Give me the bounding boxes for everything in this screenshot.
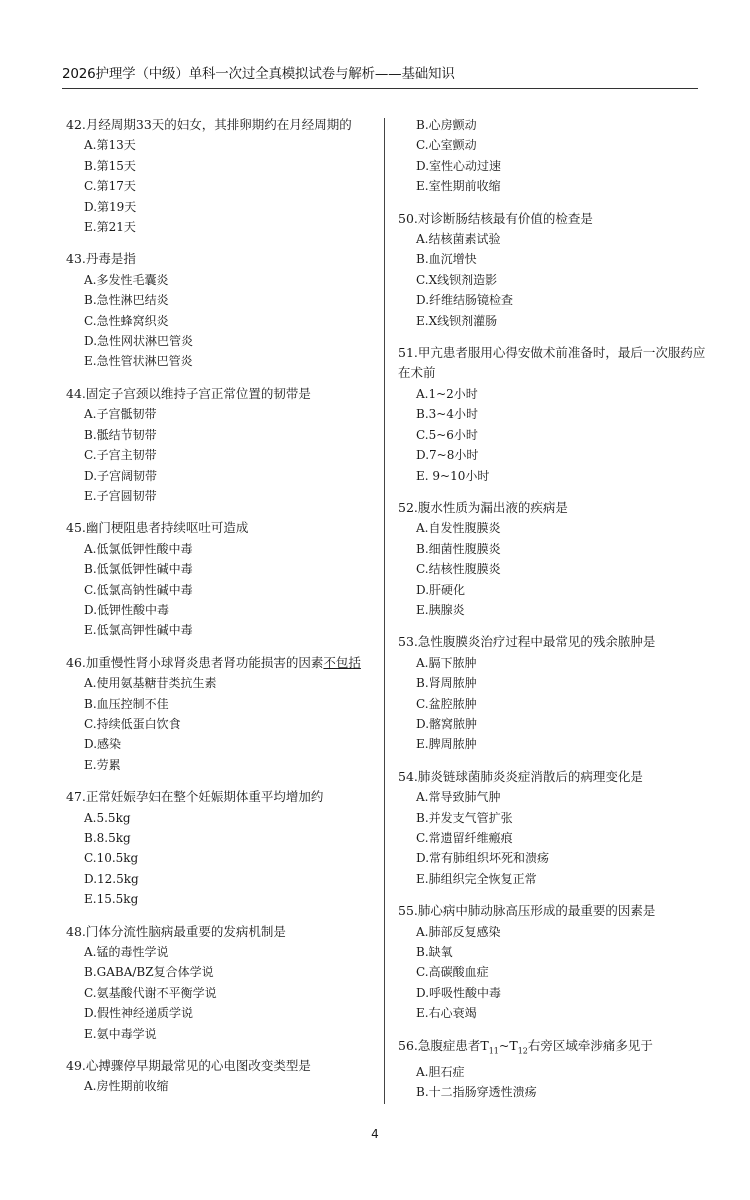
question-gap [398,486,708,498]
question-54 [398,767,708,889]
option: B.急性淋巴结炎 [84,293,169,308]
option: B.血沉增快 [416,252,477,267]
option: A.胆石症 [416,1064,465,1079]
option: B.心房颤动 [416,118,477,132]
question-stem [66,115,378,135]
option: E.劳累 [84,757,121,772]
option: D.呼吸性酸中毒 [416,985,502,1000]
question-47 [66,787,378,909]
question-56 [398,1036,708,1103]
question-48 [66,922,378,1044]
option: D.髂窝脓肿 [416,716,478,731]
option: C.常遗留纤维瘢痕 [416,831,513,845]
question-stem [398,632,708,652]
option: E.胰腺炎 [416,602,465,617]
question-44 [66,384,378,506]
question-gap [398,889,708,901]
option: E.15.5kg [84,892,139,907]
option: D.室性心动过速 [416,158,502,173]
question-stem-text: 53.急性腹膜炎治疗过程中最常见的残余脓肿是 [398,634,656,650]
option: A.第13天 [84,138,136,153]
option: D.7~8小时 [416,448,479,463]
option: C.X线钡剂造影 [416,272,498,287]
option: E.脾周脓肿 [416,737,477,752]
option: A.结核菌素试验 [416,232,501,247]
question-stem-text: 46.加重慢性肾小球肾炎患者肾功能损害的因素 [66,654,324,670]
option: E.急性管状淋巴管炎 [84,354,193,369]
question-gap [398,620,708,632]
option: E.X线钡剂灌肠 [416,313,498,328]
question-55 [398,901,708,1023]
question-gap [398,331,708,343]
option: C.低氯高钠性碱中毒 [84,582,193,597]
page-header-title: 2026护理学（中级）单科一次过全真模拟试卷与解析——基础知识 [62,66,455,82]
option: D.纤维结肠镜检查 [416,293,514,308]
question-stem-text: 45.幽门梗阻患者持续呕吐可造成 [66,520,249,536]
option: E.子宫圆韧带 [84,488,157,503]
option: B.肾周脓肿 [416,676,477,691]
question-stem [66,653,378,673]
question-stem: 56.急腹症患者$T_{11}\sim T_{12}$右旁区域牵涉痛多见于 [398,1037,653,1056]
question-gap [66,775,378,787]
option: C.盆腔脓肿 [416,696,477,711]
question-stem-text: 43.丹毒是指 [66,251,136,267]
option: B.GABA/BZ复合体学说 [84,965,214,980]
question-stem [66,922,378,942]
option: D.12.5kg [84,871,139,886]
question-stem-text: 42.月经周期33天的妇女，其排卵期约在月经周期的 [66,117,352,132]
question-stem-text: 47.正常妊娠孕妇在整个妊娠期体重平均增加约 [66,789,324,805]
option: A.1~2小时 [416,386,478,401]
option: A.5.5kg [84,810,131,825]
question-52 [398,498,708,620]
question-stem [66,249,378,269]
option: A.膈下脓肿 [416,655,477,670]
question-51 [398,343,708,486]
right-column [398,115,708,1102]
option: A.常导致肺气肿 [416,790,501,805]
option: D.假性神经递质学说 [84,1006,194,1021]
option: C.心室颤动 [416,138,477,153]
question-46 [66,653,378,775]
continued-options [398,115,708,197]
question-gap [66,641,378,653]
option: A.使用氨基糖苷类抗生素 [84,676,217,691]
question-45 [66,518,378,640]
question-stem [66,518,378,538]
option: B.血压控制不佳 [84,696,169,711]
option: B.3~4小时 [416,407,478,422]
option: B.并发支气管扩张 [416,810,513,825]
option: B.低氯低钾性碱中毒 [84,562,193,577]
left-column [66,115,378,1109]
question-stem-text: 51.甲亢患者服用心得安做术前准备时，最后一次服药应 [398,345,706,361]
option: D.第19天 [84,199,137,214]
question-gap [66,372,378,384]
option: D.感染 [84,737,122,752]
option: D.急性网状淋巴管炎 [84,334,194,349]
option: B.第15天 [84,158,136,173]
question-stem-text: 50.对诊断肠结核最有价值的检查是 [398,210,593,226]
question-gap [398,755,708,767]
question-stem-text: 44.固定子宫颈以维持子宫正常位置的韧带是 [66,385,311,401]
question-stem-text: 52.腹水性质为漏出液的疾病是 [398,499,568,515]
question-49 [66,1056,378,1097]
question-42 [66,115,378,237]
question-stem [398,498,708,518]
option: C.结核性腹膜炎 [416,562,501,577]
question-stem-text: 55.肺心病中肺动脉高压形成的最重要的因素是 [398,903,656,919]
option: E.第21天 [84,220,136,235]
question-stem [398,901,708,921]
question-gap [398,1024,708,1036]
option: D.常有肺组织坏死和溃疡 [416,851,550,866]
option: E. 9~10小时 [416,468,490,483]
question-gap [66,1044,378,1056]
option: E.室性期前收缩 [416,179,501,194]
question-gap [66,1097,378,1109]
option: C.持续低蛋白饮食 [84,716,181,731]
header-rule [62,88,698,89]
option: C.子宫主韧带 [84,448,157,463]
question-stem-text: 54.肺炎链球菌肺炎炎症消散后的病理变化是 [398,768,643,784]
option: A.自发性腹膜炎 [416,521,501,536]
question-stem [66,1056,378,1076]
option: C.高碳酸血症 [416,965,489,980]
page-number: 4 [371,1127,379,1141]
option: D.肝硬化 [416,582,466,597]
option: C.10.5kg [84,851,139,866]
option: D.低钾性酸中毒 [84,602,170,617]
option: E.肺组织完全恢复正常 [416,871,537,886]
question-53 [398,632,708,754]
question-stem [66,384,378,404]
question-gap [66,910,378,922]
question-stem-text: 48.门体分流性脑病最重要的发病机制是 [66,923,286,939]
option: B.细菌性腹膜炎 [416,541,501,556]
option: A.锰的毒性学说 [84,945,169,960]
option: D.子宫阔韧带 [84,468,158,483]
question-stem [398,343,708,363]
question-stem [66,787,378,807]
option: C.5~6小时 [416,427,478,442]
right-questions [398,209,708,1036]
question-stem [398,767,708,787]
option: A.子宫骶韧带 [84,407,157,422]
option: B.骶结节韧带 [84,427,157,442]
question-stem-text: 49.心搏骤停早期最常见的心电图改变类型是 [66,1058,311,1074]
option: A.肺部反复感染 [416,924,501,939]
option: C.氨基酸代谢不平衡学说 [84,985,217,1000]
column-divider [384,118,385,1104]
option: C.第17天 [84,179,136,194]
option: A.低氯低钾性酸中毒 [84,541,193,556]
option: E.右心衰竭 [416,1006,477,1021]
option: B.8.5kg [84,831,131,845]
option: B.缺氧 [416,945,453,960]
question-stem [398,209,708,229]
option: A.多发性毛囊炎 [84,272,169,287]
question-50 [398,209,708,331]
question-stem-emphasis: 不包括 [323,654,361,670]
question-stem-continued: 在术前 [398,365,436,381]
option: B.十二指肠穿透性溃疡 [416,1084,537,1099]
question-gap [66,506,378,518]
option: E.氨中毒学说 [84,1026,157,1041]
question-gap [66,237,378,249]
option: A.房性期前收缩 [84,1079,169,1094]
option: E.低氯高钾性碱中毒 [84,623,193,638]
option: C.急性蜂窝织炎 [84,313,169,328]
question-43 [66,249,378,371]
